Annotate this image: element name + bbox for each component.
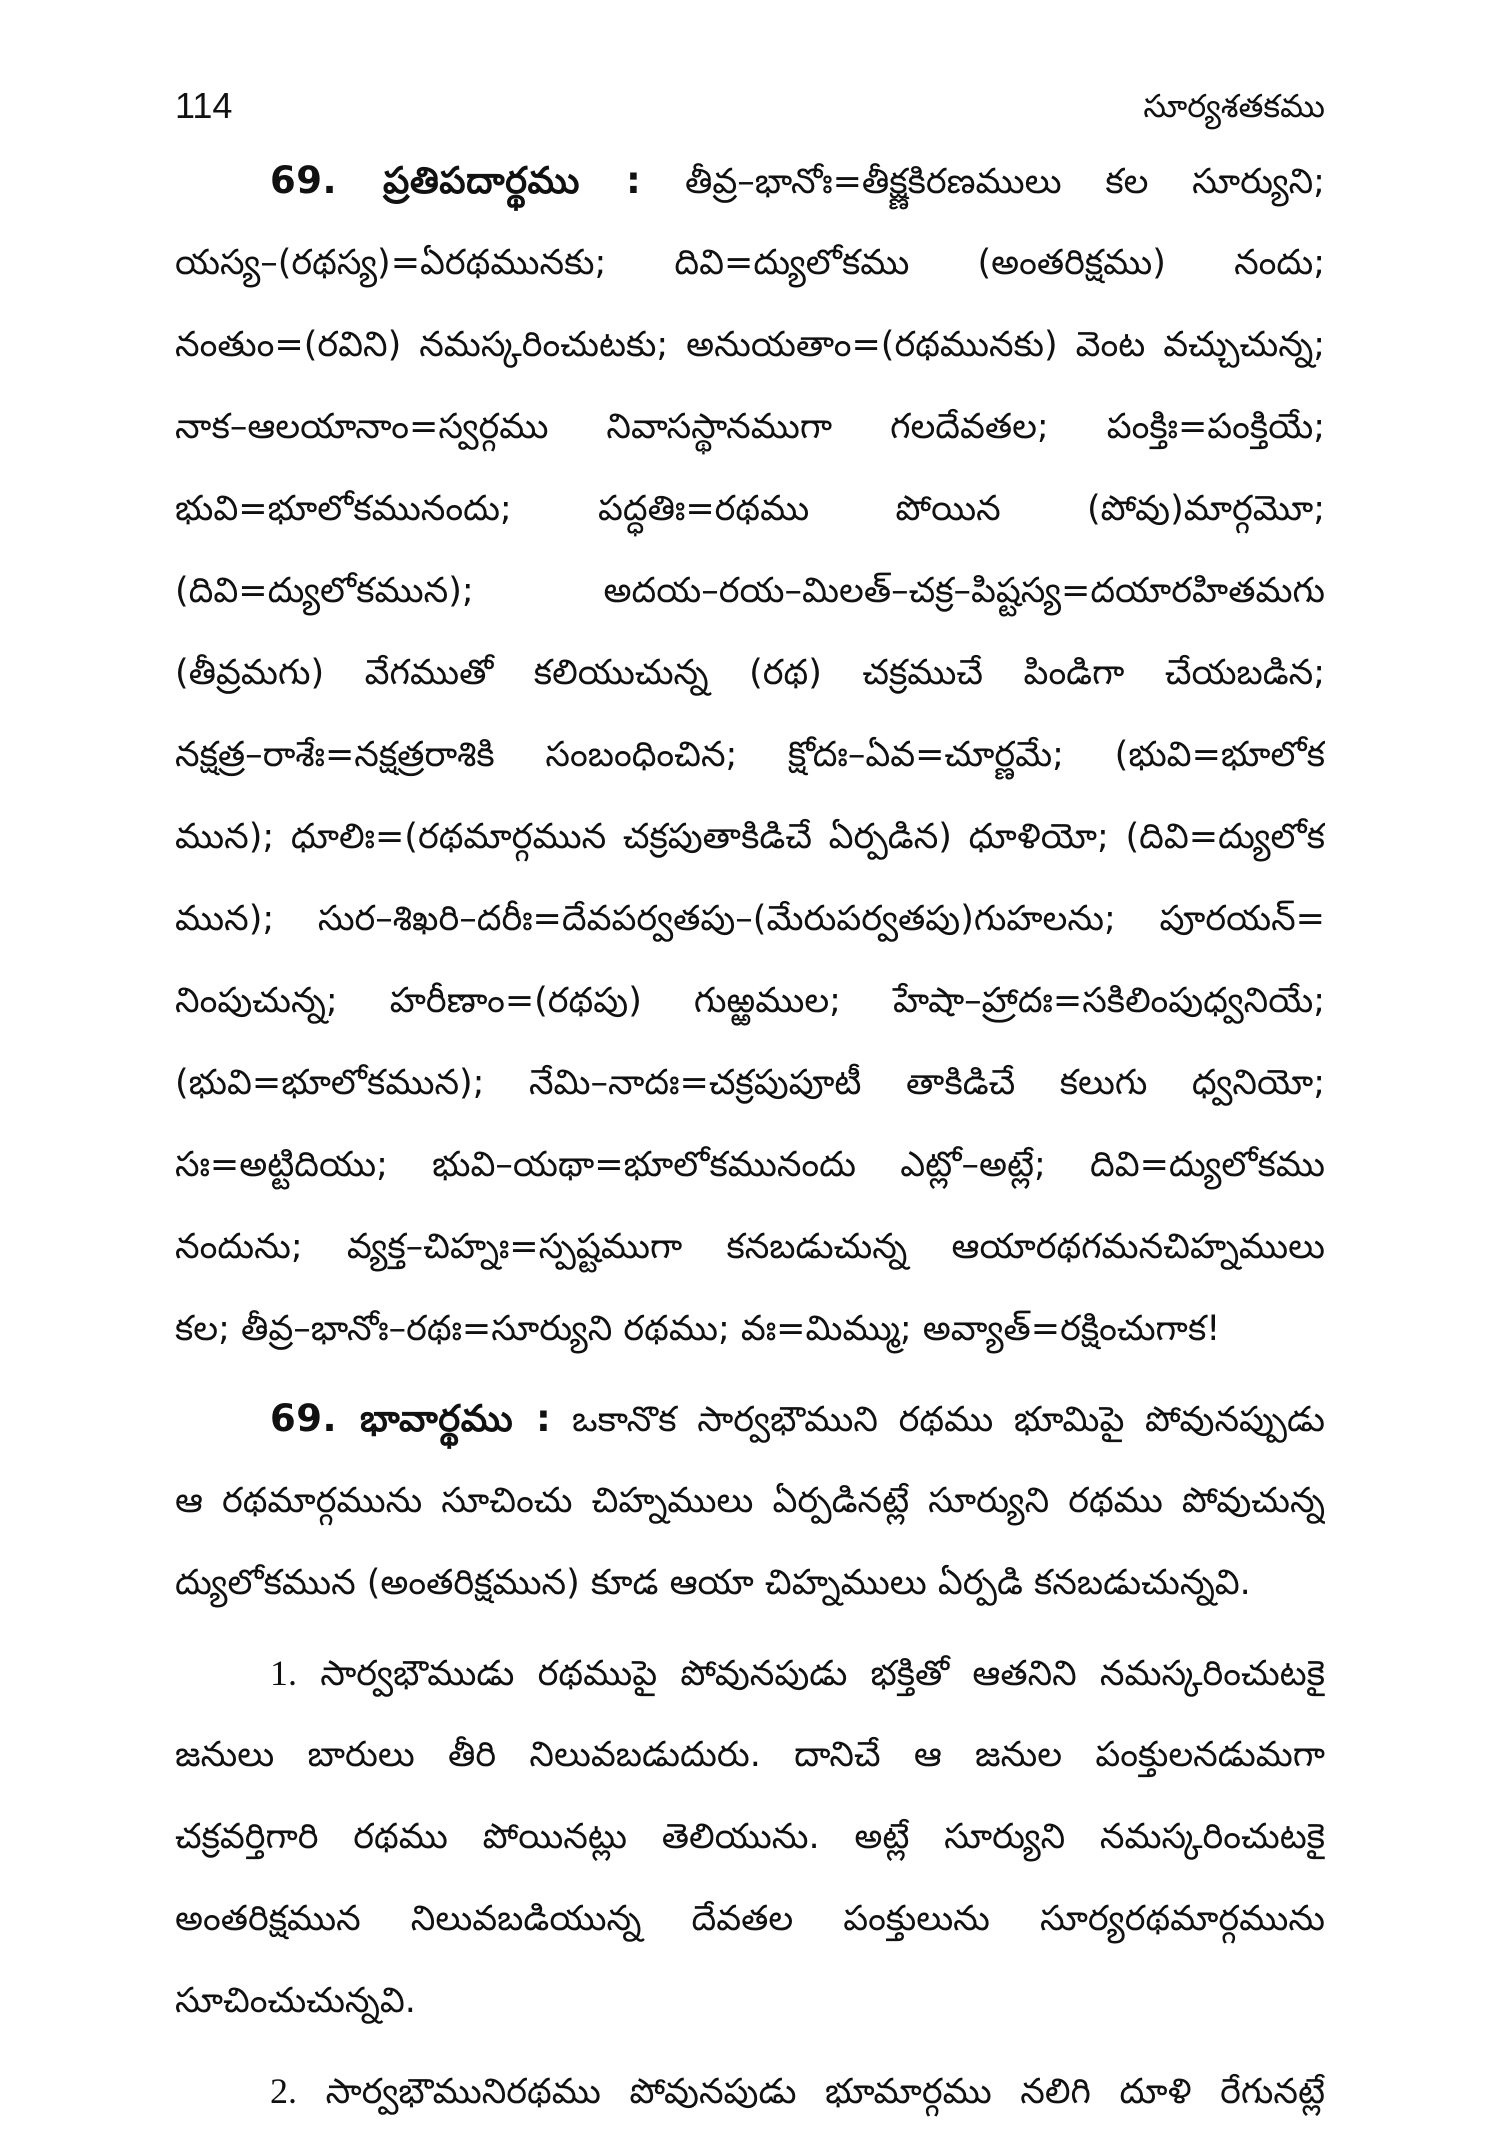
text-line: ఒకానొక సార్వభౌముని రథము భూమిపై పోవునప్పుడు bbox=[572, 1400, 1325, 1440]
point-2-first-line bbox=[175, 2050, 1325, 2132]
paragraph-gap bbox=[175, 1370, 1325, 1378]
page-header bbox=[175, 78, 1325, 134]
text-line: సార్వభౌముడు రథముపై పోవునపుడు భక్తితో ఆతనిని నమస్కరించుటకై bbox=[320, 1654, 1325, 1694]
running-title: సూర్యశతకము bbox=[1143, 87, 1325, 125]
text-line: ఆ రథమార్గమును సూచించు చిహ్నములు ఏర్పడినట్లే సూర్యుని రథము పోవుచున్న bbox=[175, 1481, 1325, 1521]
page-number: 114 bbox=[175, 85, 233, 126]
page-body bbox=[175, 140, 1325, 2132]
text-line: తీవ్ర–భానోః=తీక్ష్ణకిరణములు కల సూర్యుని; bbox=[685, 162, 1325, 202]
text-line: నక్షత్ర–రాశేః=నక్షత్రరాశికి సంబంధించిన; క్షోదః–ఏవ=చూర్ణమే; (భువి=భూలోక bbox=[175, 735, 1325, 775]
text-line: నాక–ఆలయానాం=స్వర్గము నివాసస్థానముగా గలదేవతల; పంక్తిః=పంక్తియే; bbox=[175, 407, 1325, 447]
text-line: యస్య–(రథస్య)=ఏరథమునకు; దివి=ద్యులోకము (అంతరిక్షము) నందు; bbox=[175, 243, 1325, 283]
text-line: భువి=భూలోకమునందు; పద్ధతిః=రథము పోయిన (పోవు)మార్గమెూ; bbox=[175, 489, 1325, 529]
text-line: నంతుం=(రవిని) నమస్కరించుటకు; అనుయతాం=(రథమునకు) వెంట వచ్చుచున్న; bbox=[175, 325, 1325, 365]
text-line: సః=అట్టిదియు; భువి–యథా=భూలోకమునందు ఎట్లో–అట్లే; దివి=ద్యులోకము bbox=[175, 1145, 1325, 1185]
text-line: మున); సుర–శిఖరి–దరీః=దేవపర్వతపు–(మేరుపర్వతపు)గుహలను; పూరయన్= bbox=[175, 899, 1325, 939]
text-line: నందును; వ్యక్త–చిహ్నః=స్పష్టముగా కనబడుచున్న ఆయారథగమనచిహ్నములు bbox=[175, 1227, 1325, 1267]
text-line: (భువి=భూలోకమున); నేమి–నాదః=చక్రపుపూటీ తాకిడిచే కలుగు ధ్వనియో; bbox=[175, 1063, 1325, 1103]
text-line: మున); ధూలిః=(రథమార్గమున చక్రపుతాకిడిచే ఏర్పడిన) ధూళియో; (దివి=ద్యులోక bbox=[175, 817, 1325, 857]
text-line: ద్యులోకమున (అంతరిక్షమున) కూడ ఆయా చిహ్నములు ఏర్పడి కనబడుచున్నవి. bbox=[175, 1563, 1251, 1603]
paragraph-gap bbox=[175, 1624, 1325, 1632]
point-1-first-line bbox=[175, 1632, 1325, 1714]
text-line: నింపుచున్న; హరీణాం=(రథపు) గుఱ్ఱముల; హేషా–హ్రాదః=సకిలింపుధ్వనియే; bbox=[175, 981, 1325, 1021]
text-line: అంతరిక్షమున నిలువబడియున్న దేవతల పంక్తులును సూర్యరథమార్గమును bbox=[175, 1899, 1325, 1939]
paragraph-gap bbox=[175, 2042, 1325, 2050]
text-line: జనులు బారులు తీరి నిలువబడుదురు. దానిచే ఆ జనుల పంక్తులనడుమగా bbox=[175, 1735, 1325, 1775]
text-line: చక్రవర్తిగారి రథము పోయినట్లు తెలియును. అట్లే సూర్యుని నమస్కరించుటకై bbox=[175, 1817, 1325, 1857]
point-number: 2. bbox=[270, 2071, 297, 2111]
bhavartha-first-line bbox=[175, 1378, 1325, 1460]
pratipadartha-first-line bbox=[175, 140, 1325, 222]
text-line: (దివి=ద్యులోకమున); అదయ–రయ–మిలత్–చక్ర–పిష్టస్య=దయారహితమగు bbox=[175, 571, 1325, 611]
text-line: సూచించుచున్నవి. bbox=[175, 1981, 416, 2021]
text-line: సార్వభౌమునిరథము పోవునపుడు భూమార్గము నలిగి దూళి రేగునట్లే bbox=[325, 2072, 1325, 2112]
bhavartha-heading: 69. భావార్థము : bbox=[270, 1397, 552, 1440]
point-number: 1. bbox=[270, 1653, 297, 1693]
text-line: (తీవ్రమగు) వేగముతో కలియుచున్న (రథ) చక్రముచే పిండిగా చేయబడిన; bbox=[175, 653, 1325, 693]
pratipadartha-heading: 69. ప్రతిపదార్థము : bbox=[270, 159, 642, 202]
text-line: కల; తీవ్ర–భానోః–రథః=సూర్యుని రథము; వః=మిమ్ము; అవ్యాత్=రక్షించుగాక! bbox=[175, 1309, 1221, 1349]
